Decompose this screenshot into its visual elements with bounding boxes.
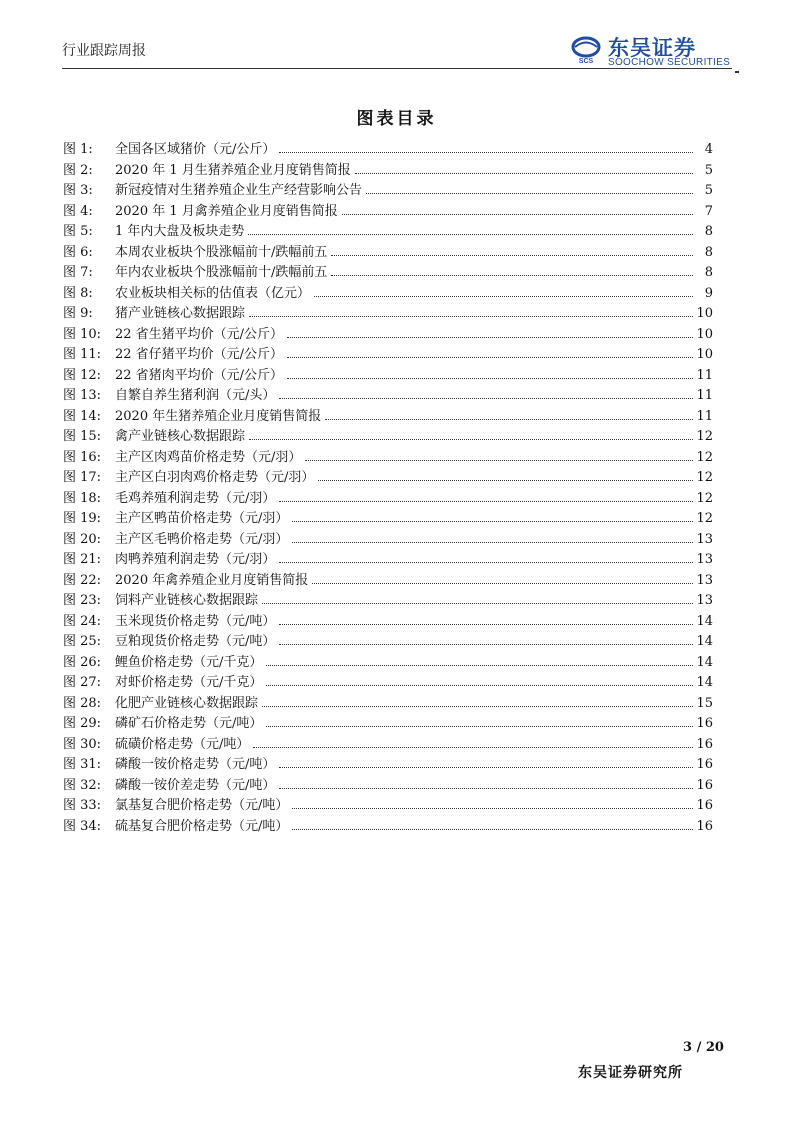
toc-item-number: 图 24: [63, 613, 102, 629]
toc-list [63, 138, 713, 835]
toc-item-page[interactable]: 10 [696, 347, 713, 362]
toc-dot-leader [266, 665, 693, 666]
toc-item-page[interactable]: 5 [704, 162, 713, 178]
toc-item-page[interactable]: 15 [696, 695, 713, 711]
toc-item-title[interactable]: 22 省生猪平均价（元/公斤） [115, 326, 284, 342]
toc-item-page[interactable]: 14 [696, 634, 713, 649]
toc-item-page[interactable]: 13 [696, 531, 713, 547]
toc-item-number: 图 16: [63, 449, 102, 465]
toc-item-page[interactable]: 5 [704, 183, 713, 198]
toc-item-title[interactable]: 氯基复合肥价格走势（元/吨） [115, 798, 289, 813]
toc-item-page[interactable]: 14 [696, 675, 713, 690]
toc-item-page[interactable]: 11 [696, 388, 713, 403]
toc-item-number: 图 18: [63, 490, 102, 506]
toc-item-number: 图 4: [63, 203, 93, 219]
toc-dot-leader [287, 337, 693, 338]
toc-item-number: 图 34: [63, 818, 102, 834]
toc-dot-leader [287, 357, 693, 358]
toc-item-title[interactable]: 主产区鸭苗价格走势（元/羽） [115, 511, 289, 526]
toc-item-number: 图 25: [63, 634, 102, 649]
toc-item-page[interactable]: 16 [696, 798, 713, 813]
toc-item-title[interactable]: 禽产业链核心数据跟踪 [115, 429, 246, 444]
toc-item-number: 图 23: [63, 593, 102, 608]
toc-dot-leader [325, 419, 693, 420]
toc-item[interactable] [63, 282, 713, 303]
toc-item-page[interactable]: 16 [696, 716, 713, 731]
toc-dot-leader [279, 152, 693, 153]
toc-item[interactable] [63, 569, 713, 590]
toc-item-page[interactable]: 12 [696, 490, 713, 506]
toc-item-number: 图 27: [63, 675, 102, 690]
toc-item-title[interactable]: 年内农业板块个股涨幅前十/跌幅前五 [115, 265, 328, 280]
toc-item-title[interactable]: 22 省仔猪平均价（元/公斤） [115, 347, 284, 362]
toc-item-title[interactable]: 农业板块相关标的估值表（亿元） [115, 285, 311, 301]
toc-item-page[interactable]: 14 [696, 654, 713, 670]
toc-item-title[interactable]: 豆粕现货价格走势（元/吨） [115, 634, 276, 649]
toc-item-number: 图 15: [63, 429, 102, 444]
toc-dot-leader [266, 685, 693, 686]
toc-item-number: 图 1: [63, 142, 93, 157]
toc-item-number: 图 28: [63, 695, 102, 711]
toc-item-number: 图 10: [63, 326, 102, 342]
toc-item-number: 图 5: [63, 224, 93, 239]
toc-item[interactable] [63, 692, 713, 713]
toc-dot-leader [279, 767, 693, 768]
toc-dot-leader [292, 829, 693, 830]
toc-item-title[interactable]: 硫基复合肥价格走势（元/吨） [115, 818, 289, 834]
toc-item-page[interactable]: 12 [696, 511, 713, 526]
toc-item-number: 图 9: [63, 306, 93, 321]
toc-dot-leader [279, 644, 693, 645]
toc-dot-leader [253, 747, 693, 748]
toc-item[interactable] [63, 384, 713, 405]
toc-item-number: 图 13: [63, 388, 102, 403]
toc-item-number: 图 12: [63, 367, 102, 383]
toc-item-page[interactable]: 16 [696, 818, 713, 834]
toc-item[interactable] [63, 794, 713, 815]
toc-dot-leader [279, 398, 693, 399]
toc-item-number: 图 29: [63, 716, 102, 731]
toc-item-number: 图 21: [63, 552, 102, 567]
toc-dot-leader [292, 808, 693, 809]
toc-item-title[interactable]: 自繁自养生猪利润（元/头） [115, 388, 276, 403]
toc-item[interactable] [63, 241, 713, 262]
toc-dot-leader [342, 214, 693, 215]
footer-institute: 东吴证券研究所 [578, 1065, 683, 1081]
toc-item-page[interactable]: 16 [696, 736, 713, 752]
toc-item-page[interactable]: 16 [696, 777, 713, 793]
toc-item[interactable] [63, 548, 713, 569]
toc-item-page[interactable]: 11 [696, 367, 713, 383]
toc-dot-leader [305, 460, 693, 461]
toc-item[interactable] [63, 507, 713, 528]
toc-item-number: 图 14: [63, 408, 102, 424]
toc-item-title[interactable]: 2020 年生猪养殖企业月度销售简报 [115, 408, 322, 424]
toc-item-number: 图 22: [63, 572, 102, 588]
toc-item[interactable] [63, 589, 713, 610]
toc-item-page[interactable]: 10 [696, 306, 713, 321]
report-type-label: 行业跟踪周报 [62, 43, 146, 59]
toc-item-number: 图 30: [63, 736, 102, 752]
toc-dot-leader [287, 378, 693, 379]
toc-item[interactable] [63, 733, 713, 754]
toc-item-page[interactable]: 16 [696, 757, 713, 772]
logo-en-text: SOOCHOW SECURITIES [608, 57, 731, 68]
toc-item[interactable] [63, 405, 713, 426]
toc-item[interactable] [63, 138, 713, 159]
toc-item-title[interactable]: 主产区毛鸭价格走势（元/羽） [115, 531, 289, 547]
toc-dot-leader [318, 480, 693, 481]
toc-item[interactable] [63, 610, 713, 631]
toc-item-title[interactable]: 全国各区域猪价（元/公斤） [115, 142, 276, 157]
toc-item[interactable] [63, 630, 713, 651]
toc-dot-leader [279, 788, 693, 789]
toc-item-title[interactable]: 主产区白羽肉鸡价格走势（元/羽） [115, 470, 315, 485]
toc-dot-leader [262, 706, 693, 707]
toc-item-title[interactable]: 毛鸡养殖利润走势（元/羽） [115, 490, 276, 506]
toc-item-title[interactable]: 磷酸一铵价差走势（元/吨） [115, 777, 276, 793]
toc-item-page[interactable]: 13 [696, 572, 713, 588]
toc-item-page[interactable]: 8 [704, 244, 713, 260]
toc-dot-leader [249, 316, 693, 317]
toc-dot-leader [292, 542, 693, 543]
header-tick-mark [735, 71, 739, 73]
toc-item-number: 图 6: [63, 244, 93, 260]
toc-item[interactable] [63, 323, 713, 344]
toc-item[interactable] [63, 179, 713, 200]
header-divider [62, 68, 732, 69]
toc-item-page[interactable]: 10 [696, 326, 713, 342]
toc-item-number: 图 31: [63, 757, 102, 772]
toc-item-title[interactable]: 化肥产业链核心数据跟踪 [115, 695, 259, 711]
toc-item[interactable] [63, 651, 713, 672]
toc-item-title[interactable]: 肉鸭养殖利润走势（元/羽） [115, 552, 276, 567]
toc-item-title[interactable]: 磷酸一铵价格走势（元/吨） [115, 757, 276, 772]
toc-item[interactable] [63, 487, 713, 508]
toc-dot-leader [355, 173, 693, 174]
toc-item-number: 图 2: [63, 162, 93, 178]
toc-item[interactable] [63, 774, 713, 795]
toc-dot-leader [279, 501, 693, 502]
toc-item[interactable] [63, 815, 713, 836]
toc-item-title[interactable]: 硫磺价格走势（元/吨） [115, 736, 250, 752]
toc-item[interactable] [63, 261, 713, 282]
logo-mark-icon [570, 36, 602, 64]
toc-item-title[interactable]: 本周农业板块个股涨幅前十/跌幅前五 [115, 244, 328, 260]
toc-item-page[interactable]: 11 [696, 408, 713, 424]
toc-dot-leader [279, 624, 693, 625]
toc-item[interactable] [63, 446, 713, 467]
toc-item-number: 图 26: [63, 654, 102, 670]
logo-mark-text: SCS [578, 58, 594, 64]
toc-item[interactable] [63, 220, 713, 241]
company-logo [570, 34, 740, 66]
toc-item[interactable] [63, 753, 713, 774]
toc-item-page[interactable]: 12 [696, 449, 713, 465]
toc-item-title[interactable]: 鲤鱼价格走势（元/千克） [115, 654, 263, 670]
toc-item-title[interactable]: 饲料产业链核心数据跟踪 [115, 593, 259, 608]
toc-dot-leader [249, 439, 693, 440]
toc-item[interactable] [63, 343, 713, 364]
toc-item-page[interactable]: 12 [696, 429, 713, 444]
toc-item-number: 图 3: [63, 183, 93, 198]
page-number: 3 / 20 [683, 1040, 724, 1055]
toc-item-page[interactable]: 13 [696, 593, 713, 608]
toc-dot-leader [292, 521, 693, 522]
toc-item-title[interactable]: 2020 年禽养殖企业月度销售简报 [115, 572, 309, 588]
toc-item[interactable] [63, 671, 713, 692]
toc-item-title[interactable]: 2020 年 1 月生猪养殖企业月度销售简报 [115, 162, 351, 178]
toc-item-title[interactable]: 玉米现货价格走势（元/吨） [115, 613, 276, 629]
toc-item-page[interactable]: 12 [696, 470, 713, 485]
toc-item[interactable] [63, 425, 713, 446]
toc-item-page[interactable]: 4 [704, 142, 713, 157]
toc-item-number: 图 19: [63, 511, 102, 526]
toc-item[interactable] [63, 200, 713, 221]
toc-item-page[interactable]: 14 [696, 613, 713, 629]
toc-item-number: 图 20: [63, 531, 102, 547]
toc-item-title[interactable]: 1 年内大盘及板块走势 [115, 224, 245, 239]
toc-item-page[interactable]: 9 [704, 285, 713, 301]
toc-item[interactable] [63, 712, 713, 733]
toc-item[interactable] [63, 159, 713, 180]
toc-item-page[interactable]: 7 [704, 203, 713, 219]
toc-item-page[interactable]: 13 [696, 552, 713, 567]
toc-item-number: 图 17: [63, 470, 102, 485]
toc-item-title[interactable]: 磷矿石价格走势（元/吨） [115, 716, 263, 731]
toc-dot-leader [266, 726, 693, 727]
toc-item-page[interactable]: 8 [704, 224, 713, 239]
toc-item-number: 图 7: [63, 265, 93, 280]
toc-item[interactable] [63, 466, 713, 487]
toc-item-page[interactable]: 8 [704, 265, 713, 280]
toc-item[interactable] [63, 302, 713, 323]
toc-item-title[interactable]: 对虾价格走势（元/千克） [115, 675, 263, 690]
toc-item-title[interactable]: 22 省猪肉平均价（元/公斤） [115, 367, 284, 383]
toc-item[interactable] [63, 364, 713, 385]
toc-item-number: 图 33: [63, 798, 102, 813]
toc-item-number: 图 11: [63, 347, 102, 362]
logo-cn-text: 东吴证券 [608, 36, 696, 60]
toc-dot-leader [312, 583, 693, 584]
toc-title: 图表目录 [356, 109, 437, 129]
toc-item-title[interactable]: 主产区肉鸡苗价格走势（元/羽） [115, 449, 302, 465]
toc-item-number: 图 32: [63, 777, 102, 793]
toc-dot-leader [314, 296, 693, 297]
toc-item-title[interactable]: 猪产业链核心数据跟踪 [115, 306, 246, 321]
toc-item[interactable] [63, 528, 713, 549]
toc-dot-leader [331, 275, 693, 276]
toc-item-title[interactable]: 2020 年 1 月禽养殖企业月度销售简报 [115, 203, 338, 219]
toc-dot-leader [262, 603, 693, 604]
toc-dot-leader [248, 234, 693, 235]
toc-item-title[interactable]: 新冠疫情对生猪养殖企业生产经营影响公告 [115, 183, 363, 198]
toc-dot-leader [331, 255, 693, 256]
toc-item-number: 图 8: [63, 285, 93, 301]
toc-dot-leader [366, 193, 693, 194]
toc-dot-leader [279, 562, 693, 563]
